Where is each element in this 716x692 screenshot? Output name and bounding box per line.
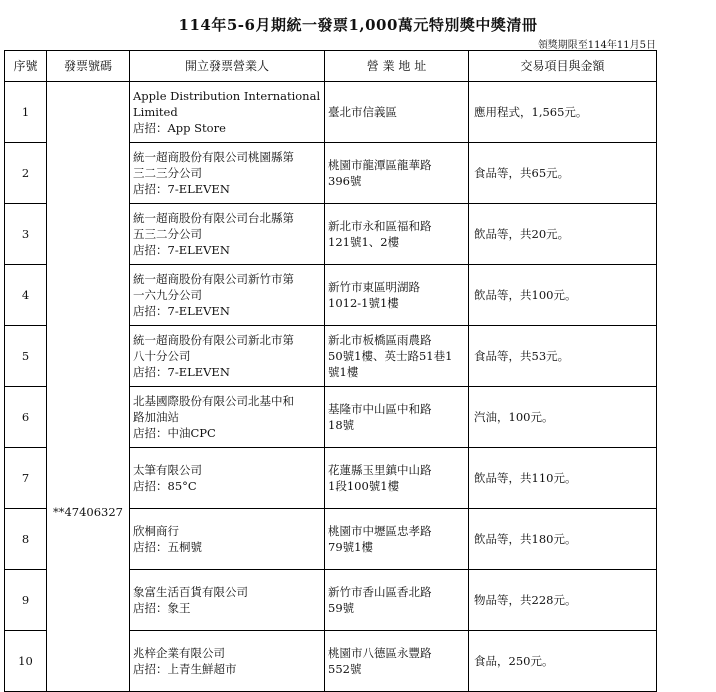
cell-address — [325, 326, 469, 387]
merchant-line: 店招：中油CPC — [133, 426, 216, 440]
cell-merchant — [130, 265, 325, 326]
cell-invoice-code: **47406327 — [47, 82, 130, 692]
address-line: 396號 — [328, 174, 362, 188]
merchant-line: 店招：7-ELEVEN — [133, 304, 230, 318]
merchant-line: 店招：7-ELEVEN — [133, 243, 230, 257]
cell-item: 飲品等，共20元。 — [469, 204, 657, 265]
address-line: 桃園市中壢區忠孝路 — [328, 524, 432, 538]
cell-item: 飲品等，共100元。 — [469, 265, 657, 326]
table-body — [5, 82, 657, 692]
address-line: 1段100號1樓 — [328, 479, 400, 493]
address-line: 79號1樓 — [328, 540, 373, 554]
cell-merchant — [130, 448, 325, 509]
cell-address — [325, 82, 469, 143]
merchant-line: 店招：上青生鮮超市 — [133, 662, 237, 676]
merchant-line: 欣桐商行 — [133, 524, 179, 538]
merchant-line: 統一超商股份有限公司新北市第 — [133, 333, 294, 347]
cell-seq: 5 — [5, 326, 47, 387]
document-title: 114年5-6月期統一發票1,000萬元特別獎中獎清冊 — [178, 16, 538, 34]
address-line: 59號 — [328, 601, 355, 615]
merchant-line: Limited — [133, 105, 178, 119]
table-header-row — [5, 51, 657, 82]
cell-item: 飲品等，共180元。 — [469, 509, 657, 570]
table-row — [5, 82, 657, 143]
winners-table — [4, 50, 657, 692]
cell-merchant — [130, 326, 325, 387]
cell-seq: 10 — [5, 631, 47, 692]
merchant-line: 象富生活百貨有限公司 — [133, 585, 248, 599]
cell-item: 食品，250元。 — [469, 631, 657, 692]
merchant-line: 兆梓企業有限公司 — [133, 646, 225, 660]
address-line: 50號1樓、英士路51巷1 — [328, 349, 453, 363]
cell-item: 應用程式，1,565元。 — [469, 82, 657, 143]
address-line: 552號 — [328, 662, 362, 676]
merchant-line: 北基國際股份有限公司北基中和 — [133, 394, 294, 408]
merchant-line: 店招：象王 — [133, 601, 191, 615]
claim-deadline: 領獎期限至114年11月5日 — [537, 40, 656, 51]
cell-item: 物品等，共228元。 — [469, 570, 657, 631]
address-line: 新竹市香山區香北路 — [328, 585, 432, 599]
merchant-line: Apple Distribution International — [133, 89, 321, 103]
cell-address — [325, 143, 469, 204]
cell-seq: 7 — [5, 448, 47, 509]
merchant-line: 店招：7-ELEVEN — [133, 365, 230, 379]
cell-merchant — [130, 204, 325, 265]
address-line: 121號1、2樓 — [328, 235, 400, 249]
cell-seq: 4 — [5, 265, 47, 326]
address-line: 新竹市東區明湖路 — [328, 280, 420, 294]
cell-seq: 3 — [5, 204, 47, 265]
cell-seq: 8 — [5, 509, 47, 570]
cell-address — [325, 265, 469, 326]
cell-item: 食品等，共65元。 — [469, 143, 657, 204]
cell-merchant — [130, 509, 325, 570]
header-address: 營 業 地 址 — [325, 51, 469, 82]
cell-merchant — [130, 570, 325, 631]
cell-address — [325, 204, 469, 265]
header-seq: 序號 — [5, 51, 47, 82]
merchant-line: 八十分公司 — [133, 349, 191, 363]
cell-merchant — [130, 143, 325, 204]
merchant-line: 五三二分公司 — [133, 227, 202, 241]
address-line: 桃園市八德區永豐路 — [328, 646, 432, 660]
cell-address — [325, 509, 469, 570]
merchant-line: 統一超商股份有限公司台北縣第 — [133, 211, 294, 225]
merchant-line: 統一超商股份有限公司新竹市第 — [133, 272, 294, 286]
cell-merchant — [130, 82, 325, 143]
cell-seq: 9 — [5, 570, 47, 631]
merchant-line: 路加油站 — [133, 410, 179, 424]
address-line: 號1樓 — [328, 365, 359, 379]
address-line: 新北市永和區福和路 — [328, 219, 432, 233]
merchant-line: 太筆有限公司 — [133, 463, 202, 477]
cell-merchant — [130, 631, 325, 692]
address-line: 花蓮縣玉里鎮中山路 — [328, 463, 432, 477]
header-item: 交易項目與金額 — [469, 51, 657, 82]
cell-item: 汽油，100元。 — [469, 387, 657, 448]
address-line: 新北市板橋區雨農路 — [328, 333, 432, 347]
merchant-line: 店招：85°C — [133, 479, 197, 493]
cell-address — [325, 387, 469, 448]
merchant-line: 店招：五桐號 — [133, 540, 202, 554]
address-line: 基隆市中山區中和路 — [328, 402, 432, 416]
cell-item: 飲品等，共110元。 — [469, 448, 657, 509]
address-line: 桃園市龍潭區龍華路 — [328, 158, 432, 172]
merchant-line: 店招：App Store — [133, 121, 226, 135]
cell-address — [325, 570, 469, 631]
cell-seq: 1 — [5, 82, 47, 143]
address-line: 18號 — [328, 418, 355, 432]
merchant-line: 統一超商股份有限公司桃園縣第 — [133, 150, 294, 164]
merchant-line: 店招：7-ELEVEN — [133, 182, 230, 196]
address-line: 臺北市信義區 — [328, 105, 397, 119]
cell-address — [325, 448, 469, 509]
cell-seq: 2 — [5, 143, 47, 204]
cell-merchant — [130, 387, 325, 448]
cell-address — [325, 631, 469, 692]
cell-item: 食品等，共53元。 — [469, 326, 657, 387]
address-line: 1012-1號1樓 — [328, 296, 399, 310]
header-invoice: 發票號碼 — [47, 51, 130, 82]
cell-seq: 6 — [5, 387, 47, 448]
merchant-line: 三二三分公司 — [133, 166, 202, 180]
merchant-line: 一六九分公司 — [133, 288, 202, 302]
header-merchant: 開立發票營業人 — [130, 51, 325, 82]
